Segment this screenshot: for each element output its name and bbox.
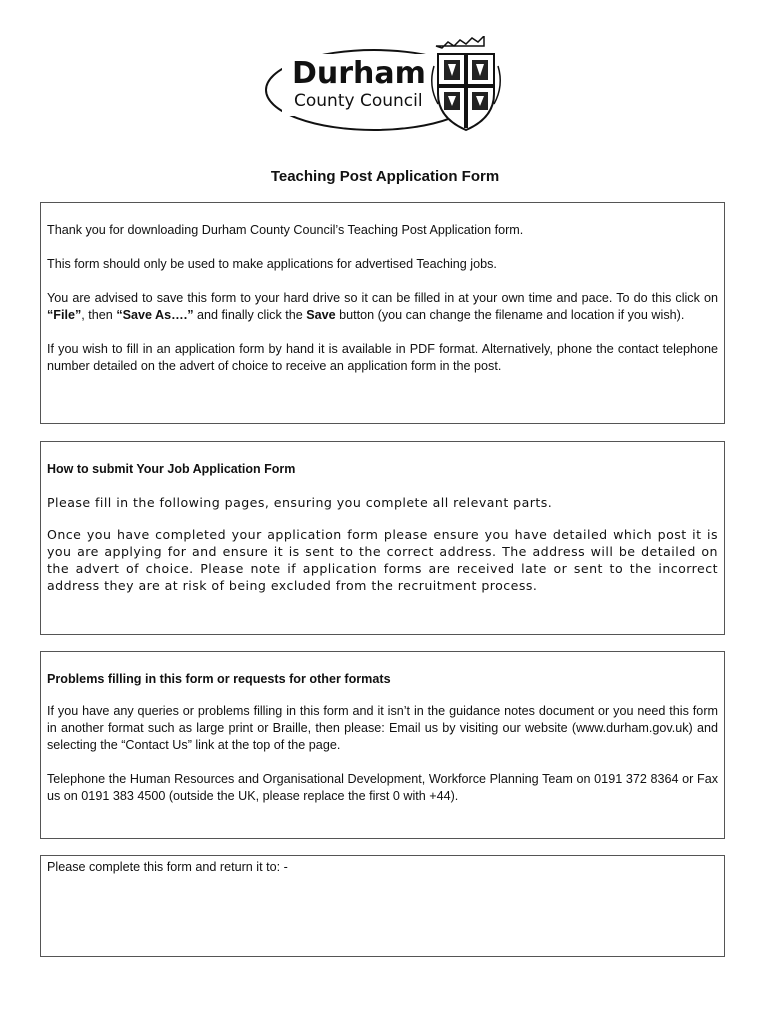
logo-subtitle: County Council	[294, 91, 423, 111]
submit-instructions-box	[40, 441, 725, 635]
intro-text: , then	[81, 308, 117, 322]
problems-box	[40, 651, 725, 839]
submit-paragraph-1: Please fill in the following pages, ensuring you complete all relevant parts.	[47, 495, 553, 510]
problems-paragraph-2: Telephone the Human Resources and Organisational Development, Workforce Planning Team on 0191 372 8364 or Fax us on 0191 383 4500 (outside the UK, please replace the first 0 with +44).	[47, 772, 718, 803]
file-menu-label: “File”	[47, 308, 82, 322]
save-as-label: “Save As….”	[116, 308, 194, 322]
problems-heading: Problems filling in this form or requests for other formats	[47, 672, 391, 686]
intro-paragraph-3	[47, 290, 718, 324]
logo-name: Durham	[292, 56, 426, 91]
return-address-label: Please complete this form and return it to: -	[47, 860, 288, 874]
return-address-box[interactable]	[40, 855, 725, 957]
submit-paragraph-2: Once you have completed your application form please ensure you have detailed which post it is you are applying for and ensure it is sent to the correct address. The address will be detailed on the advert of choice. Please note if application forms are received late or sent to the incorrect address they are at risk of being excluded from the recruitment process.	[47, 527, 718, 593]
problems-paragraph-1: If you have any queries or problems filling in this form and it isn’t in the guidance notes document or you need this form in another format such as large print or Braille, then please: Email us by visiting our website (www.durham.gov.uk) and selecting the “Contact Us” link at the top of the page.	[47, 704, 718, 752]
intro-box	[40, 202, 725, 424]
save-label: Save	[306, 308, 336, 322]
submit-heading: How to submit Your Job Application Form	[47, 462, 296, 476]
intro-text: You are advised to save this form to your hard drive so it can be filled in at your own time and pace. To do this click on	[47, 291, 718, 305]
intro-paragraph-1: Thank you for downloading Durham County Council’s Teaching Post Application form.	[47, 223, 524, 237]
intro-text: and finally click the	[193, 308, 307, 322]
intro-text: button (you can change the filename and location if you wish).	[335, 308, 685, 322]
intro-paragraph-2: This form should only be used to make applications for advertised Teaching jobs.	[47, 257, 497, 271]
intro-paragraph-4: If you wish to fill in an application form by hand it is available in PDF format. Alternatively, phone the contact telephone number detailed on the advert of choice to receive an application form in the post.	[47, 342, 718, 373]
page-title: Teaching Post Application Form	[270, 168, 500, 185]
durham-county-council-logo	[262, 36, 506, 136]
